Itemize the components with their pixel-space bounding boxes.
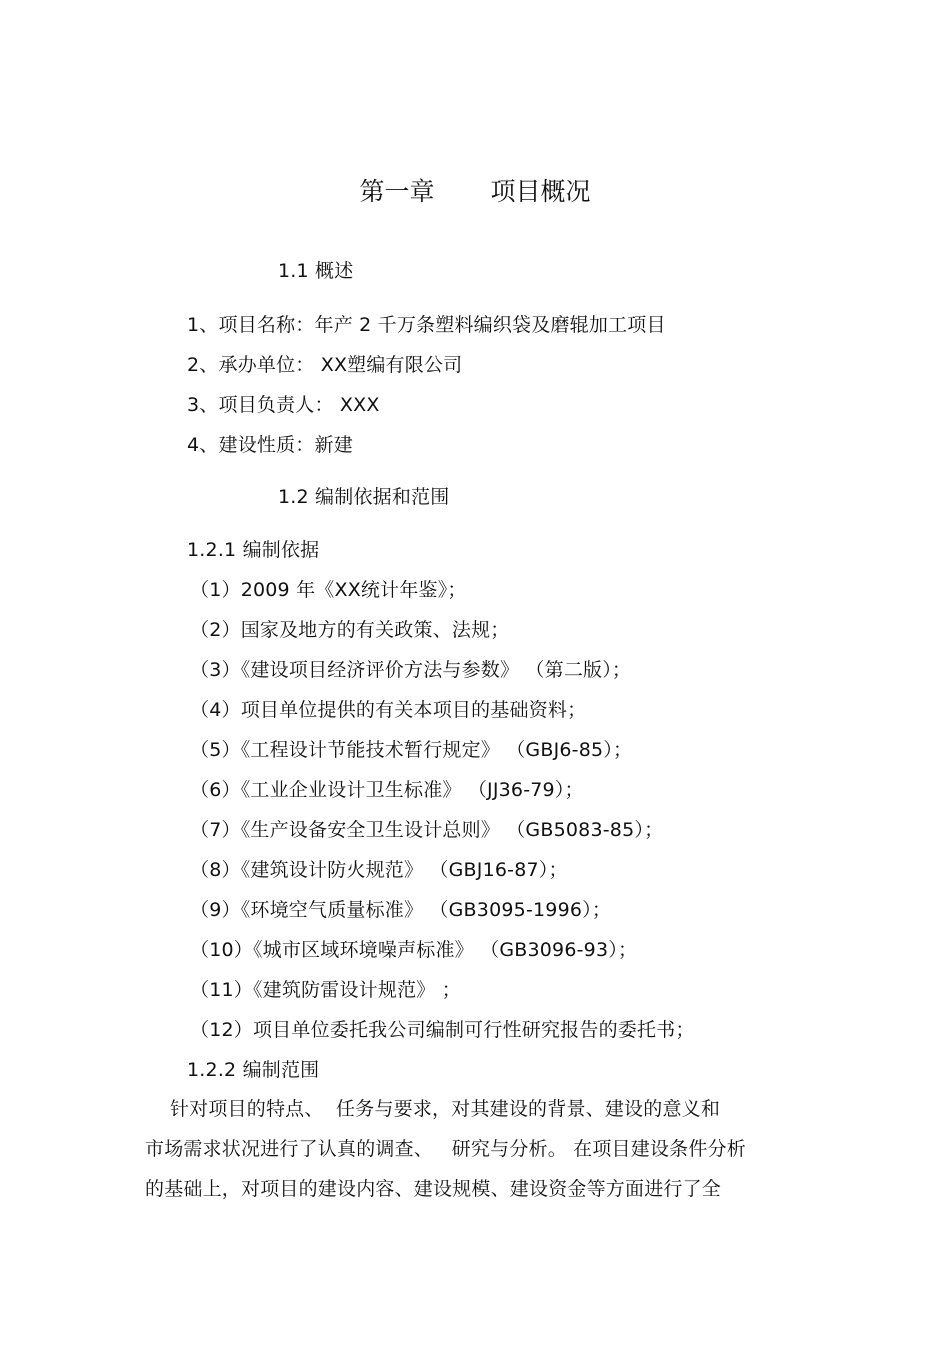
- overview-item: 4、建设性质：新建: [187, 434, 353, 456]
- paragraph-line: 的基础上，对项目的建设内容、建设规模、建设资金等方面进行了全: [145, 1178, 722, 1200]
- overview-item: 2、承办单位： XX塑编有限公司: [187, 354, 463, 376]
- basis-item: （12）项目单位委托我公司编制可行性研究报告的委托书；: [190, 1019, 695, 1041]
- section-heading-1-1: 1.1 概述: [278, 260, 354, 282]
- basis-item: （2）国家及地方的有关政策、法规；: [190, 619, 510, 641]
- basis-item: （9）《环境空气质量标准》 （GB3095-1996）；: [190, 899, 612, 921]
- section-heading-1-2-1: 1.2.1 编制依据: [187, 539, 320, 561]
- paragraph-line: 市场需求状况进行了认真的调查、 研究与分析。 在项目建设条件分析: [145, 1138, 746, 1160]
- basis-item: （1）2009 年《XX统计年鉴》；: [190, 579, 467, 601]
- chapter-number: 第一章: [359, 177, 435, 206]
- basis-item: （10）《城市区域环境噪声标准》 （GB3096-93）；: [190, 939, 638, 961]
- basis-item: （8）《建筑设计防火规范》 （GBJ16-87）；: [190, 859, 568, 881]
- chapter-name: 项目概况: [490, 177, 591, 206]
- basis-item: （4）项目单位提供的有关本项目的基础资料；: [190, 699, 587, 721]
- basis-item: （5）《工程设计节能技术暂行规定》 （GBJ6-85）；: [190, 739, 633, 761]
- chapter-title: [0, 176, 950, 208]
- basis-item: （6）《工业企业设计卫生标准》 （JJ36-79）；: [190, 779, 584, 801]
- section-heading-1-2-2: 1.2.2 编制范围: [187, 1059, 320, 1081]
- basis-item: （3）《建设项目经济评价方法与参数》 （第二版）；: [190, 659, 632, 681]
- basis-item: （7）《生产设备安全卫生设计总则》 （GB5083-85）；: [190, 819, 664, 841]
- paragraph-line: 针对项目的特点、 任务与要求，对其建设的背景、建设的意义和: [145, 1098, 721, 1120]
- scope-paragraph: [145, 1089, 805, 1209]
- overview-item: 1、项目名称：年产 2 千万条塑料编织袋及磨辊加工项目: [187, 314, 666, 336]
- basis-item: （11）《建筑防雷设计规范》 ；: [190, 979, 461, 1001]
- section-heading-1-2: 1.2 编制依据和范围: [278, 486, 450, 508]
- overview-item: 3、项目负责人： XXX: [187, 394, 380, 416]
